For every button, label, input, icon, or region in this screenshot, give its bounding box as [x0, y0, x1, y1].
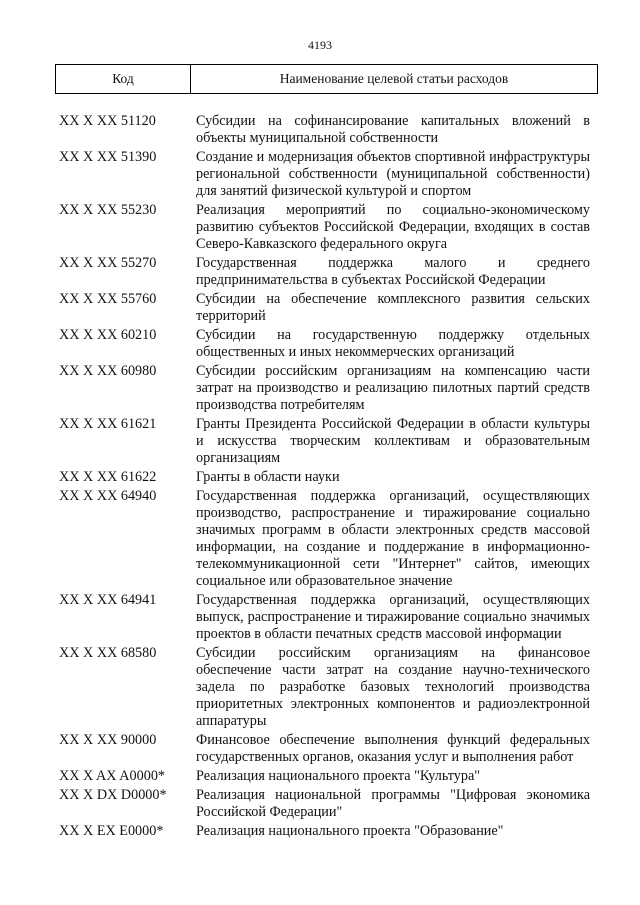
table-row: [59, 488, 590, 590]
row-code: XX X AX A0000*: [59, 768, 166, 784]
row-name: Субсидии на софинансирование капитальных вложений в объекты муниципальной собственности: [196, 113, 590, 146]
row-name: Гранты в области науки: [196, 469, 340, 485]
row-name: Создание и модернизация объектов спортивной инфраструктуры региональной собственности (муниципальной собственности) для занятий физической культурой и спортом: [196, 149, 590, 199]
row-code: XX X XX 64940: [59, 488, 157, 504]
table-row: [59, 823, 590, 840]
table-row: [59, 416, 590, 467]
row-name: Государственная поддержка организаций, осуществляющих производство, распространение и тиражирование социально значимых программ в области электронных средств массовой информации, на создание и поддержание в информационно-телекоммуникационной сети "Интернет" сайтов, имеющих социальное или образовательное значение: [196, 488, 590, 589]
table-row: [59, 255, 590, 289]
row-code: XX X EX E0000*: [59, 823, 164, 839]
table-row: [59, 363, 590, 414]
row-name: Гранты Президента Российской Федерации в области культуры и искусства творческим коллективам и образовательным организациям: [196, 416, 590, 466]
row-name: Государственная поддержка организаций, осуществляющих выпуск, распространение и тиражирование социально значимых проектов в области печатных средств массовой информации: [196, 592, 590, 642]
row-name: Субсидии российским организациям на компенсацию части затрат на производство и реализацию пилотных партий средств производства потребителям: [196, 363, 590, 413]
table-row: [59, 732, 590, 766]
row-code: XX X XX 60210: [59, 327, 157, 343]
row-name: Субсидии российским организациям на финансовое обеспечение части затрат на создание научно-технического задела по разработке базовых технологий производства приоритетных электронных компонентов и радиоэлектронной аппаратуры: [196, 645, 590, 729]
row-code: XX X XX 90000: [59, 732, 157, 748]
column-header-name: Наименование целевой статьи расходов: [279, 71, 509, 86]
row-code: XX X XX 60980: [59, 363, 157, 379]
table-row: [59, 113, 590, 147]
row-code: XX X DX D0000*: [59, 787, 167, 803]
table-row: [59, 768, 590, 785]
table-row: [59, 327, 590, 361]
row-code: XX X XX 68580: [59, 645, 157, 661]
row-code: XX X XX 64941: [59, 592, 157, 608]
table-row: [59, 291, 590, 325]
row-code: XX X XX 61621: [59, 416, 157, 432]
expense-items-list: [59, 113, 590, 842]
column-header-code: Код: [56, 65, 191, 93]
row-name: Субсидии на государственную поддержку отдельных общественных и иных некоммерческих организаций: [196, 327, 590, 360]
row-name: Финансовое обеспечение выполнения функций федеральных государственных органов, оказания услуг и выполнения работ: [196, 732, 590, 765]
row-code: XX X XX 51120: [59, 113, 156, 129]
row-code: XX X XX 51390: [59, 149, 157, 165]
table-header: [55, 64, 598, 94]
row-name: Реализация мероприятий по социально-экономическому развитию субъектов Российской Федерации, входящих в состав Северо-Кавказского федерального округа: [196, 202, 590, 252]
table-row: [59, 202, 590, 253]
table-row: [59, 469, 590, 486]
table-row: [59, 787, 590, 821]
row-name: Субсидии на обеспечение комплексного развития сельских территорий: [196, 291, 590, 324]
row-name: Реализация национальной программы "Цифровая экономика Российской Федерации": [196, 787, 590, 820]
row-name: Реализация национального проекта "Образование": [196, 823, 504, 839]
row-code: XX X XX 55760: [59, 291, 157, 307]
row-code: XX X XX 55270: [59, 255, 157, 271]
table-row: [59, 645, 590, 730]
table-row: [59, 149, 590, 200]
table-row: [59, 592, 590, 643]
row-code: XX X XX 61622: [59, 469, 157, 485]
page-number: 4193: [308, 38, 332, 52]
row-code: XX X XX 55230: [59, 202, 157, 218]
row-name: Государственная поддержка малого и среднего предпринимательства в субъектах Российской Федерации: [196, 255, 590, 288]
row-name: Реализация национального проекта "Культура": [196, 768, 481, 784]
